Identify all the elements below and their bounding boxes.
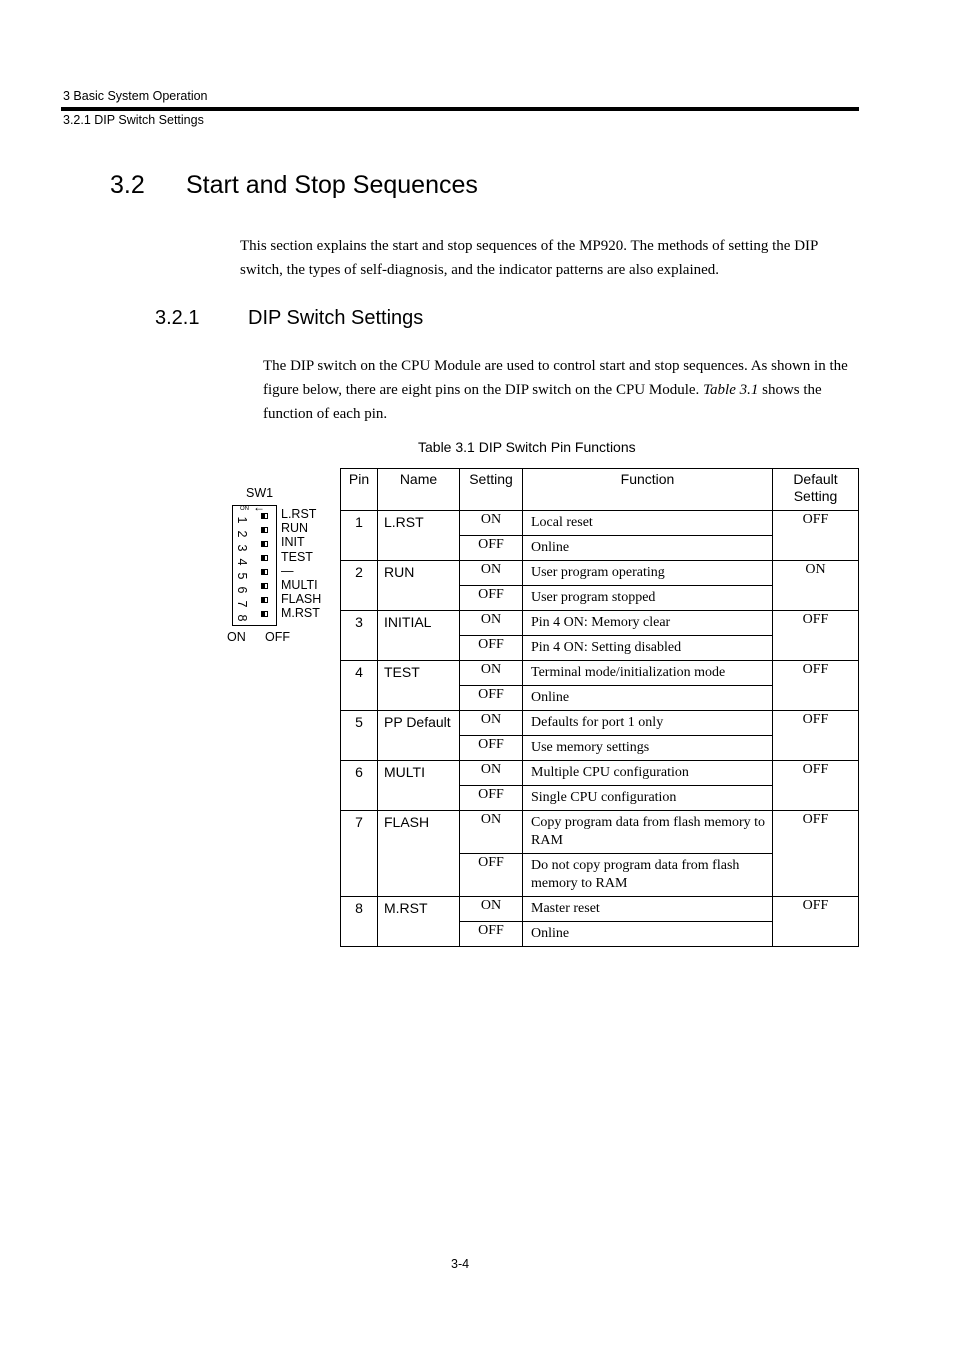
dip-pin-label: INIT (281, 535, 305, 549)
running-header-chapter: 3 Basic System Operation (63, 89, 208, 103)
setting-cell: ON (460, 511, 523, 536)
function-cell: Local reset (523, 511, 773, 536)
section-number: 3.2 (110, 171, 145, 199)
function-cell: User program stopped (523, 586, 773, 611)
dip-slider (261, 541, 268, 547)
default-cell: ON (773, 561, 859, 611)
subsection-title: DIP Switch Settings (248, 307, 424, 329)
dip-slider (261, 597, 268, 603)
pin-cell: 4 (341, 661, 378, 711)
table-row (341, 611, 859, 636)
header-function: Function (523, 469, 773, 511)
header-default-line1: Default (793, 471, 838, 487)
setting-cell: OFF (460, 586, 523, 611)
function-cell: Copy program data from flash memory to RAM (523, 811, 773, 854)
setting-cell: ON (460, 611, 523, 636)
setting-cell: ON (460, 711, 523, 736)
pin-cell: 1 (341, 511, 378, 561)
setting-cell: OFF (460, 686, 523, 711)
setting-cell: ON (460, 811, 523, 854)
setting-cell: OFF (460, 922, 523, 947)
setting-cell: OFF (460, 536, 523, 561)
dip-direction-arrow-icon: ← (253, 500, 265, 514)
dip-pin-label: MULTI (281, 578, 318, 592)
default-cell: OFF (773, 711, 859, 761)
dip-pin-label: M.RST (281, 606, 320, 620)
table-row (341, 511, 859, 536)
name-cell: RUN (378, 561, 460, 611)
dip-switch-title: SW1 (246, 486, 274, 500)
default-cell: OFF (773, 511, 859, 561)
name-cell: MULTI (378, 761, 460, 811)
dip-on-mark: ON (240, 506, 249, 512)
section-intro-paragraph: This section explains the start and stop sequences of the MP920. The methods of setting the DIP switch, the types of self-diagnosis, and the indicator patterns are also explained. (240, 238, 818, 278)
name-cell: M.RST (378, 897, 460, 947)
dip-pin-label: FLASH (281, 592, 322, 606)
header-default-setting (773, 469, 859, 511)
setting-cell: ON (460, 561, 523, 586)
dip-pin-number: 1 (235, 516, 249, 524)
dip-slider (261, 569, 268, 575)
function-cell: User program operating (523, 561, 773, 586)
dip-slider (261, 583, 268, 589)
pin-cell: 7 (341, 811, 378, 897)
body-text-start: The DIP switch on the CPU Module are used to control start and stop sequences. As shown in the figure below, there are eight pins on the DIP switch on the CPU Module. (263, 358, 848, 398)
function-cell: Terminal mode/initialization mode (523, 661, 773, 686)
dip-pin-number: 8 (235, 614, 249, 622)
dip-pin-number: 5 (235, 572, 249, 580)
function-cell: Pin 4 ON: Memory clear (523, 611, 773, 636)
section-title: Start and Stop Sequences (186, 171, 478, 199)
pin-cell: 6 (341, 761, 378, 811)
table-row (341, 811, 859, 854)
dip-pin-number: 3 (235, 544, 249, 552)
header-setting: Setting (460, 469, 523, 511)
default-cell: OFF (773, 897, 859, 947)
header-pin: Pin (341, 469, 378, 511)
table-row (341, 561, 859, 586)
dip-pin-label: TEST (281, 550, 313, 564)
function-cell: Online (523, 686, 773, 711)
function-cell: Defaults for port 1 only (523, 711, 773, 736)
dip-slider (261, 513, 268, 519)
dip-slider (261, 555, 268, 561)
function-cell: Pin 4 ON: Setting disabled (523, 636, 773, 661)
table-caption: Table 3.1 DIP Switch Pin Functions (418, 439, 636, 455)
body-text-end: shows the function of each pin. (263, 382, 822, 422)
dip-pin-label: RUN (281, 521, 309, 535)
name-cell: TEST (378, 661, 460, 711)
function-cell: Master reset (523, 897, 773, 922)
page-number: 3-4 (451, 1257, 470, 1271)
default-cell: OFF (773, 611, 859, 661)
dip-pin-label: L.RST (281, 507, 317, 521)
setting-cell: OFF (460, 636, 523, 661)
name-cell: FLASH (378, 811, 460, 897)
dip-pin-number: 6 (235, 586, 249, 594)
name-cell: L.RST (378, 511, 460, 561)
dip-pin-number: 2 (235, 530, 249, 538)
subsection-body-paragraph (263, 354, 859, 426)
default-cell: OFF (773, 661, 859, 711)
dip-pin-number: 4 (235, 558, 249, 566)
header-name: Name (378, 469, 460, 511)
running-header-section: 3.2.1 DIP Switch Settings (63, 113, 204, 127)
header-rule (61, 107, 859, 111)
name-cell: INITIAL (378, 611, 460, 661)
function-cell: Online (523, 922, 773, 947)
dip-on-side-label: ON (227, 630, 246, 644)
pin-cell: 3 (341, 611, 378, 661)
setting-cell: OFF (460, 854, 523, 897)
function-cell: Do not copy program data from flash memory to RAM (523, 854, 773, 897)
table-row (341, 661, 859, 686)
dip-slider (261, 611, 268, 617)
name-cell: PP Default (378, 711, 460, 761)
setting-cell: ON (460, 661, 523, 686)
subsection-number: 3.2.1 (155, 307, 200, 329)
pin-cell: 5 (341, 711, 378, 761)
dip-switch-pin-functions-table (340, 468, 859, 947)
function-cell: Single CPU configuration (523, 786, 773, 811)
table-row (341, 897, 859, 922)
dip-pin-label: — (281, 564, 294, 578)
header-default-line2: Setting (793, 488, 838, 504)
pin-cell: 8 (341, 897, 378, 947)
setting-cell: OFF (460, 786, 523, 811)
table-row (341, 711, 859, 736)
function-cell: Online (523, 536, 773, 561)
default-cell: OFF (773, 761, 859, 811)
setting-cell: ON (460, 897, 523, 922)
dip-pin-number: 7 (235, 600, 249, 608)
setting-cell: ON (460, 761, 523, 786)
function-cell: Use memory settings (523, 736, 773, 761)
dip-slider (261, 527, 268, 533)
table-header-row (341, 469, 859, 511)
table-reference-link: Table 3.1 (703, 382, 759, 398)
dip-off-side-label: OFF (265, 630, 290, 644)
default-cell: OFF (773, 811, 859, 897)
function-cell: Multiple CPU configuration (523, 761, 773, 786)
setting-cell: OFF (460, 736, 523, 761)
pin-cell: 2 (341, 561, 378, 611)
table-row (341, 761, 859, 786)
